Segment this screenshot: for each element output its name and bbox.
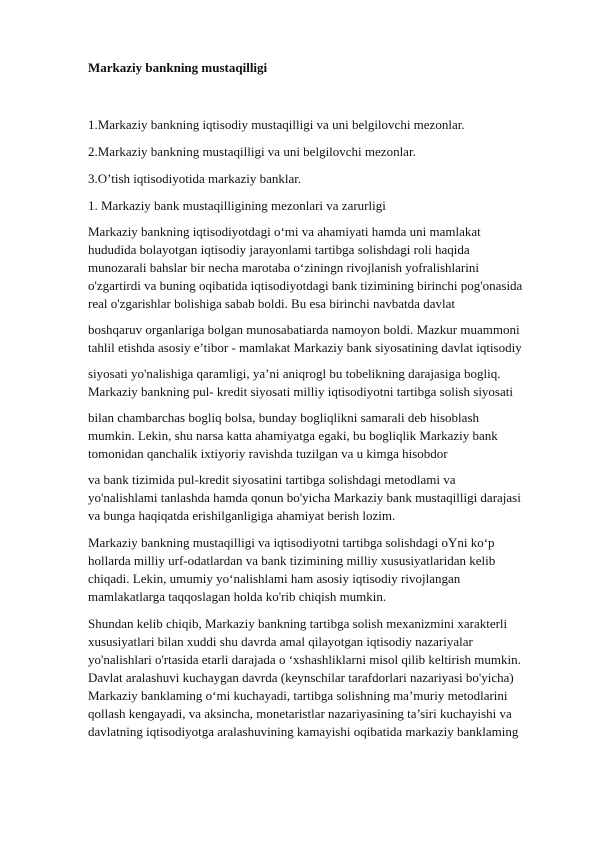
paragraph-line: xususiyatlari bilan xuddi shu davrda amal qilayotgan iqtisodiy nazariyalar	[88, 634, 473, 649]
paragraph-line: siyosati yo'nalishiga qaramligi, ya’ni aniqrogl bu tobelikning darajasiga bogliq.	[88, 366, 501, 381]
paragraph-line: boshqaruv organlariga bolgan munosabatiarda namoyon boldi. Mazkur muammoni	[88, 322, 520, 337]
paragraph-line: va bunga haqiqatda erishilganligiga ahamiyat berish lozim.	[88, 508, 396, 523]
paragraph-line: o'zgartirdi va buning oqibatida iqtisodiyotdagi bank tizimining birinchi pog'onasida	[88, 278, 523, 293]
paragraph-line: davlatning iqtisodiyotga aralashuvining kamayishi oqibatida markaziy banklaming	[88, 724, 519, 739]
toc-item: 2.Markaziy bankning mustaqilligi va uni belgilovchi mezonlar.	[88, 144, 416, 159]
paragraph-line: hududida bolayotgan iqtisodiy jarayonlami tartibga solishdagi roli haqida	[88, 242, 470, 257]
document-title: Markaziy bankning mustaqilligi	[88, 60, 268, 75]
toc-item: 1.Markaziy bankning iqtisodiy mustaqilligi va uni belgilovchi mezonlar.	[88, 117, 465, 132]
paragraph-line: Markaziy bankning mustaqilligi va iqtisodiyotni tartibga solishdagi oYni ko‘p	[88, 535, 495, 550]
paragraph-line: Markaziy bankning iqtisodiyotdagi o‘mi va ahamiyati hamda uni mamlakat	[88, 224, 481, 239]
paragraph-line: tomonidan qanchalik ixtiyoriy ravishda tuzilgan va u kimga hisobdor	[88, 446, 448, 461]
section-heading: 1. Markaziy bank mustaqilligining mezonlari va zarurligi	[88, 198, 386, 213]
paragraph-line: bilan chambarchas bogliq bolsa, bunday bogliqlikni samarali deb hisoblash	[88, 410, 480, 425]
paragraph-line: yo'nalishlari o'rtasida etarli darajada o ‘xshashliklarni misol qilib keltirish mumkin.	[88, 652, 521, 667]
paragraph-line: chiqadi. Lekin, umumiy yo‘nalishlami ham asosiy iqtisodiy rivojlangan	[88, 571, 461, 586]
paragraph-line: munozarali bahslar bir necha marotaba o‘ziningn rivojlanish yofralishlarini	[88, 260, 479, 275]
paragraph-line: va bank tizimida pul-kredit siyosatini tartibga solishdagi metodlami va	[88, 472, 456, 487]
paragraph-line: Markaziy bankning pul- kredit siyosati milliy iqtisodiyotni tartibga solish siyosati	[88, 384, 513, 399]
paragraph-line: tahlil etishda asosiy e’tibor - mamlakat Markaziy bank siyosatining davlat iqtisodiy	[88, 340, 522, 355]
toc-item: 3.O’tish iqtisodiyotida markaziy banklar.	[88, 171, 302, 186]
paragraph-line: mumkin. Lekin, shu narsa katta ahamiyatga egaki, bu bogliqlik Markaziy bank	[88, 428, 498, 443]
paragraph-line: qollash kengayadi, va aksincha, monetaristlar nazariyasining ta’siri kuchayishi va	[88, 706, 512, 721]
paragraph-line: real o'zgarishlar bolishiga sabab boldi. Bu esa birinchi navbatda davlat	[88, 296, 455, 311]
paragraph-line: Shundan kelib chiqib, Markaziy bankning tartibga solish mexanizmini xarakterli	[88, 616, 508, 631]
paragraph-line: Davlat aralashuvi kuchaygan davrda (keynschilar tarafdorlari nazariyasi bo'yicha)	[88, 670, 514, 685]
paragraph-line: mamlakatlarga taqqoslagan holda ko'rib chiqish mumkin.	[88, 589, 387, 604]
paragraph-line: hollarda milliy urf-odatlardan va bank tizimining milliy xususiyatlaridan kelib	[88, 553, 496, 568]
paragraph-line: Markaziy banklaming o‘mi kuchayadi, tartibga solishning ma’muriy metodlarini	[88, 688, 508, 703]
paragraph-line: yo'nalishlami tanlashda hamda qonun bo'yicha Markaziy bank mustaqilligi darajasi	[88, 490, 521, 505]
